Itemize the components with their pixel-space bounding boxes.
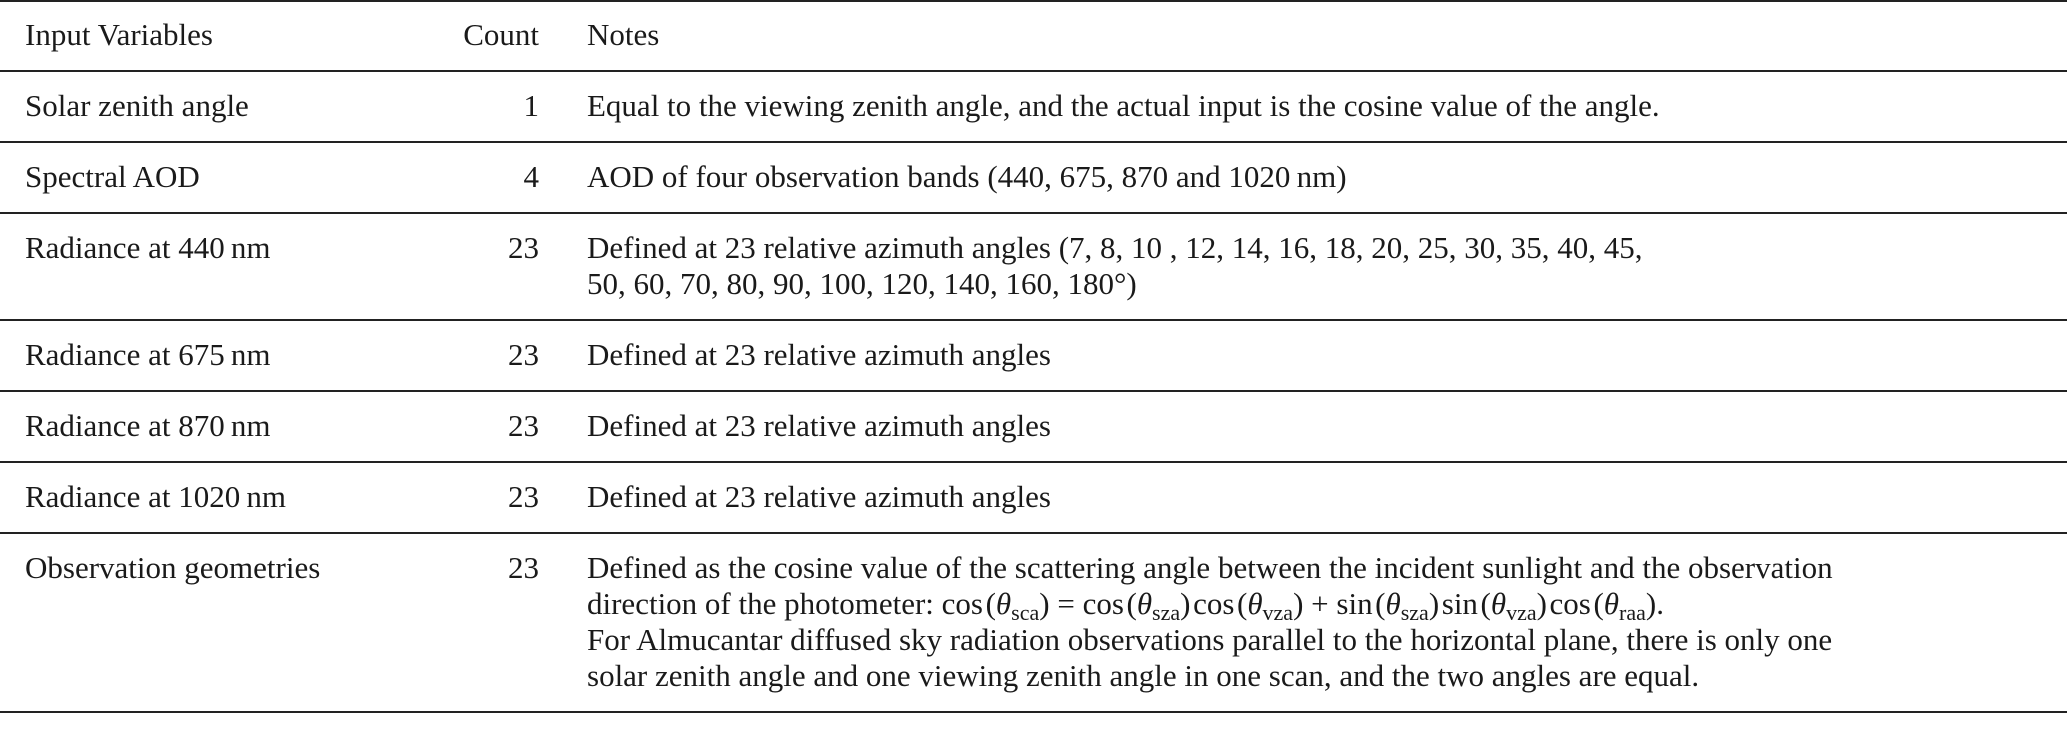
formula-sub-sza: sza: [1400, 600, 1429, 625]
table-row: [0, 142, 2067, 213]
formula-theta: θ: [1247, 586, 1263, 621]
formula-sub-vza: vza: [1506, 600, 1537, 625]
note-line: Defined as the cosine value of the scattering angle between the incident sunlight and the observation: [587, 550, 1833, 585]
table-row: [0, 462, 2067, 533]
table-row: [0, 320, 2067, 391]
header-notes: Notes: [587, 17, 660, 52]
row-count: 23: [508, 230, 539, 265]
formula-sub-raa: raa: [1619, 600, 1646, 625]
formula-theta: θ: [1136, 586, 1153, 621]
row-notes: [587, 391, 2067, 462]
formula-equals: =: [1057, 586, 1075, 621]
formula-sin: sin: [1336, 586, 1373, 621]
table-row: [0, 71, 2067, 142]
formula-cos: cos: [1549, 586, 1591, 621]
row-notes: [587, 462, 2067, 533]
header-count: Count: [463, 17, 539, 52]
formula-cos: cos: [1082, 586, 1124, 621]
note-line: AOD of four observation bands (440, 675, 870 and 1020 nm): [587, 159, 1347, 194]
note-line-formula: [587, 586, 2047, 625]
row-gap: [539, 391, 587, 462]
formula-cos: cos: [1193, 586, 1235, 621]
header-row: [0, 1, 2067, 71]
table-row: [0, 213, 2067, 320]
formula-sin: sin: [1441, 586, 1478, 621]
note-line: Equal to the viewing zenith angle, and the actual input is the cosine value of the angle.: [587, 88, 1660, 123]
row-gap: [539, 533, 587, 712]
row-variable: Solar zenith angle: [25, 88, 249, 123]
row-notes: [587, 213, 2067, 320]
note-line: Defined at 23 relative azimuth angles: [587, 337, 1051, 372]
formula-theta: θ: [1603, 586, 1620, 621]
note-line: 50, 60, 70, 80, 90, 100, 120, 140, 160, 180°): [587, 266, 1137, 301]
row-variable: Observation geometries: [25, 550, 321, 585]
formula-lead-text: direction of the photometer:: [587, 586, 942, 621]
row-count: 23: [508, 550, 539, 585]
row-notes: [587, 320, 2067, 391]
row-variable: Radiance at 440 nm: [25, 230, 271, 265]
table-body: [0, 71, 2067, 712]
row-count: 4: [523, 159, 539, 194]
row-variable: Spectral AOD: [25, 159, 200, 194]
formula-sub-sza: sza: [1152, 600, 1181, 625]
row-notes: [587, 142, 2067, 213]
row-variable: Radiance at 870 nm: [25, 408, 271, 443]
header-gap: [539, 1, 587, 71]
row-gap: [539, 320, 587, 391]
formula-theta: θ: [1385, 586, 1401, 621]
header-input-variables: Input Variables: [25, 17, 213, 52]
table-header: [0, 1, 2067, 71]
note-line: Defined at 23 relative azimuth angles: [587, 479, 1051, 514]
row-gap: [539, 213, 587, 320]
scattering-angle-formula: cos $(\theta_{sca}) = \cos$ $(\theta_{sza})$ cos $(\theta_{vza}) + \sin$ $(\theta_{sza})$ sin $(\theta_{vza})$ cos $(\theta_{raa})$.: [941, 586, 1664, 625]
note-line: Defined at 23 relative azimuth angles: [587, 408, 1051, 443]
table-row: [0, 533, 2067, 712]
note-line: solar zenith angle and one viewing zenith angle in one scan, and the two angles are equal.: [587, 658, 1700, 693]
table-row: [0, 391, 2067, 462]
formula-cos: cos: [941, 586, 983, 621]
row-count: 1: [523, 88, 539, 123]
row-count: 23: [508, 408, 539, 443]
formula-theta: θ: [995, 586, 1012, 621]
formula-theta: θ: [1490, 586, 1507, 621]
row-variable: Radiance at 1020 nm: [25, 479, 287, 514]
row-count: 23: [508, 337, 539, 372]
note-line: For Almucantar diffused sky radiation observations parallel to the horizontal plane, there is only one: [587, 622, 1833, 657]
row-notes: [587, 71, 2067, 142]
note-line: Defined at 23 relative azimuth angles (7, 8, 10 , 12, 14, 16, 18, 20, 25, 30, 35, 40, 45,: [587, 230, 1643, 265]
row-gap: [539, 142, 587, 213]
row-variable: Radiance at 675 nm: [25, 337, 271, 372]
formula-sub-vza: vza: [1262, 600, 1294, 625]
row-notes: [587, 533, 2067, 712]
row-count: 23: [508, 479, 539, 514]
row-gap: [539, 462, 587, 533]
row-gap: [539, 71, 587, 142]
formula-end: .: [1656, 586, 1664, 621]
formula-sub-sca: sca: [1011, 600, 1040, 625]
formula-plus: +: [1311, 586, 1329, 621]
